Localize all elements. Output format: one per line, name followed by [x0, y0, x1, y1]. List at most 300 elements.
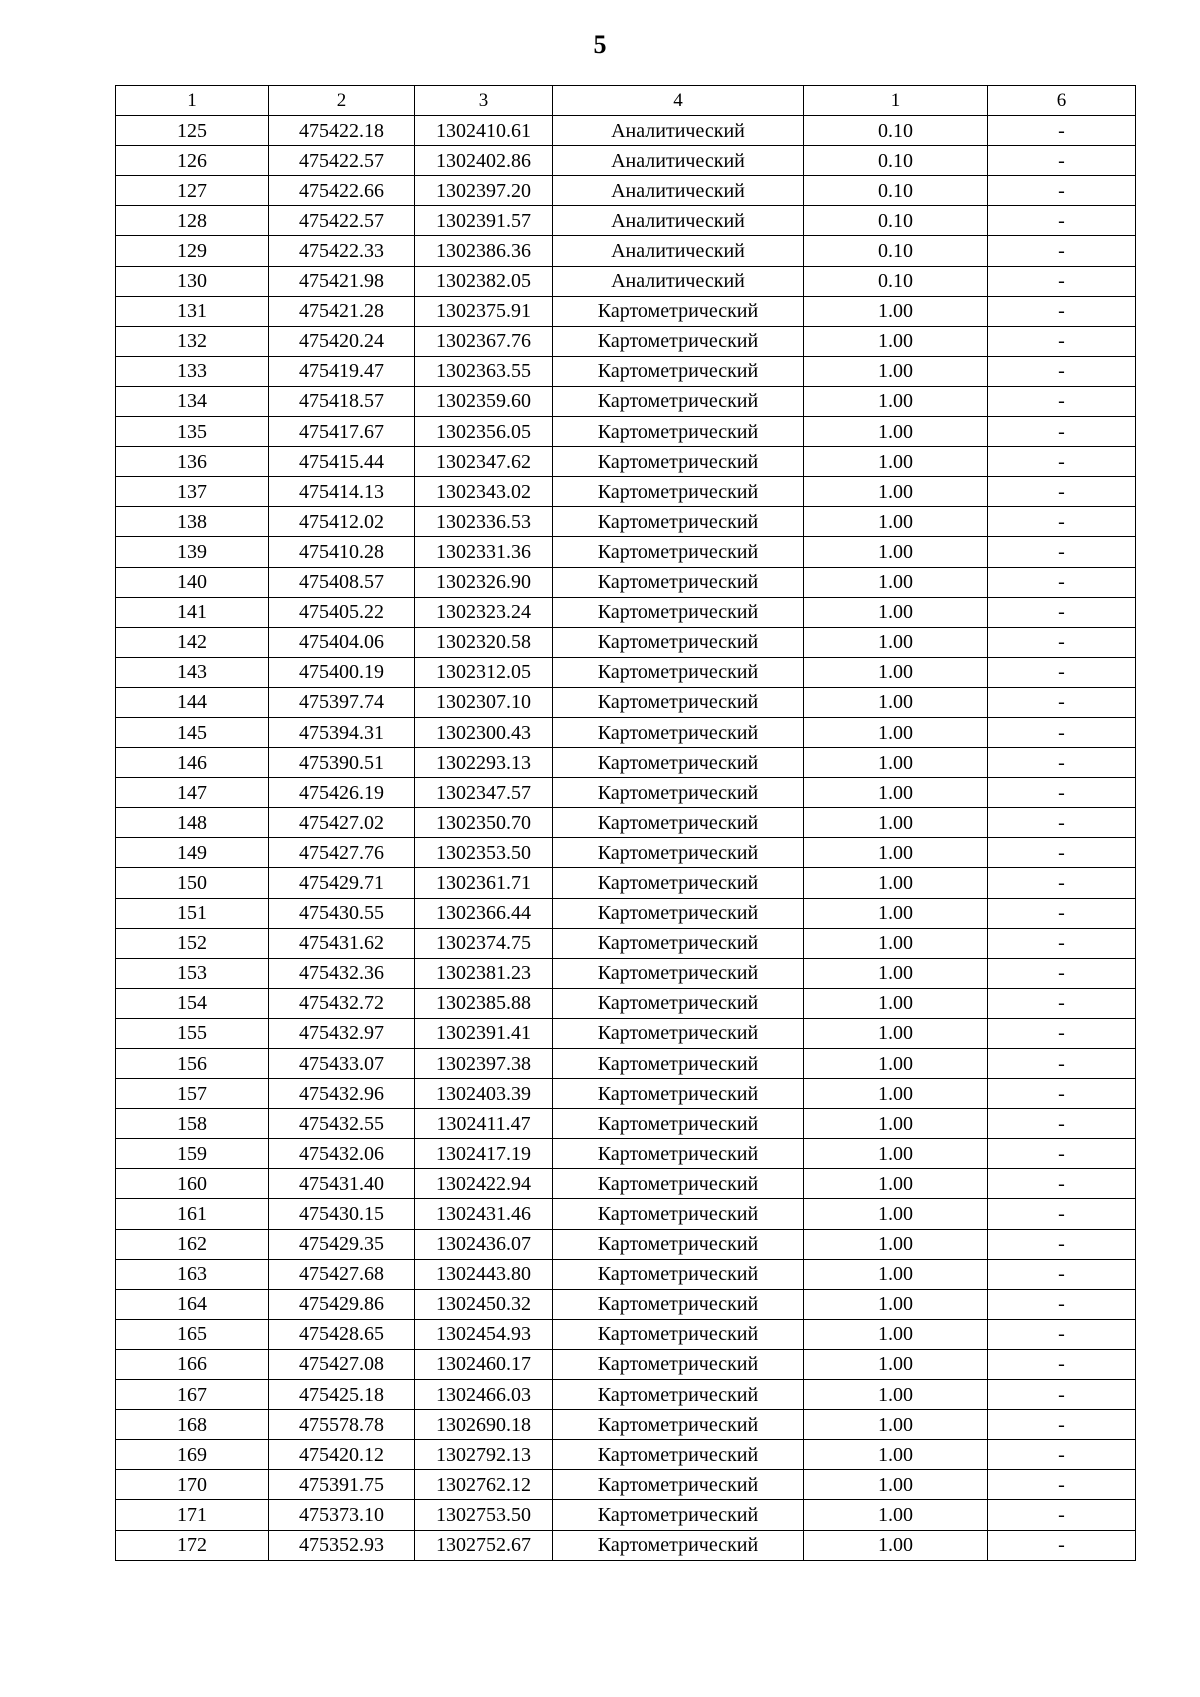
x-coordinate-cell: 475431.62: [269, 928, 415, 958]
method-cell: Картометрический: [553, 597, 804, 627]
accuracy-cell: 1.00: [804, 1470, 988, 1500]
accuracy-cell: 1.00: [804, 1349, 988, 1379]
y-coordinate-cell: 1302391.57: [415, 206, 553, 236]
point-number-cell: 165: [116, 1319, 269, 1349]
table-row: [116, 1139, 1136, 1169]
y-coordinate-cell: 1302417.19: [415, 1139, 553, 1169]
point-number-cell: 131: [116, 296, 269, 326]
point-number-cell: 137: [116, 477, 269, 507]
accuracy-cell: 1.00: [804, 417, 988, 447]
y-coordinate-cell: 1302326.90: [415, 567, 553, 597]
note-cell: -: [988, 958, 1136, 988]
point-number-cell: 132: [116, 326, 269, 356]
x-coordinate-cell: 475432.36: [269, 958, 415, 988]
y-coordinate-cell: 1302366.44: [415, 898, 553, 928]
point-number-cell: 161: [116, 1199, 269, 1229]
note-cell: -: [988, 1199, 1136, 1229]
x-coordinate-cell: 475429.71: [269, 868, 415, 898]
method-cell: Картометрический: [553, 567, 804, 597]
y-coordinate-cell: 1302386.36: [415, 236, 553, 266]
point-number-cell: 140: [116, 567, 269, 597]
point-number-cell: 150: [116, 868, 269, 898]
point-number-cell: 129: [116, 236, 269, 266]
table-row: [116, 1440, 1136, 1470]
x-coordinate-cell: 475373.10: [269, 1500, 415, 1530]
column-header: 6: [988, 86, 1136, 116]
point-number-cell: 142: [116, 627, 269, 657]
x-coordinate-cell: 475427.68: [269, 1259, 415, 1289]
table-body: [116, 116, 1136, 1561]
point-number-cell: 126: [116, 146, 269, 176]
method-cell: Картометрический: [553, 1289, 804, 1319]
method-cell: Картометрический: [553, 1440, 804, 1470]
point-number-cell: 146: [116, 748, 269, 778]
point-number-cell: 159: [116, 1139, 269, 1169]
method-cell: Картометрический: [553, 1500, 804, 1530]
accuracy-cell: 0.10: [804, 266, 988, 296]
note-cell: -: [988, 1109, 1136, 1139]
x-coordinate-cell: 475421.98: [269, 266, 415, 296]
accuracy-cell: 1.00: [804, 748, 988, 778]
point-number-cell: 130: [116, 266, 269, 296]
table-row: [116, 1289, 1136, 1319]
point-number-cell: 157: [116, 1079, 269, 1109]
accuracy-cell: 1.00: [804, 1049, 988, 1079]
note-cell: -: [988, 417, 1136, 447]
point-number-cell: 151: [116, 898, 269, 928]
x-coordinate-cell: 475422.57: [269, 146, 415, 176]
x-coordinate-cell: 475397.74: [269, 687, 415, 717]
method-cell: Картометрический: [553, 417, 804, 447]
accuracy-cell: 1.00: [804, 808, 988, 838]
x-coordinate-cell: 475419.47: [269, 356, 415, 386]
x-coordinate-cell: 475420.12: [269, 1440, 415, 1470]
note-cell: -: [988, 1139, 1136, 1169]
note-cell: -: [988, 447, 1136, 477]
table-row: [116, 1199, 1136, 1229]
table-row: [116, 778, 1136, 808]
accuracy-cell: 1.00: [804, 868, 988, 898]
x-coordinate-cell: 475390.51: [269, 748, 415, 778]
method-cell: Картометрический: [553, 1139, 804, 1169]
table-row: [116, 1169, 1136, 1199]
note-cell: -: [988, 627, 1136, 657]
x-coordinate-cell: 475427.08: [269, 1349, 415, 1379]
x-coordinate-cell: 475432.96: [269, 1079, 415, 1109]
note-cell: -: [988, 1470, 1136, 1500]
y-coordinate-cell: 1302431.46: [415, 1199, 553, 1229]
accuracy-cell: 1.00: [804, 1169, 988, 1199]
accuracy-cell: 1.00: [804, 1139, 988, 1169]
method-cell: Картометрический: [553, 687, 804, 717]
table-row: [116, 417, 1136, 447]
y-coordinate-cell: 1302347.62: [415, 447, 553, 477]
point-number-cell: 139: [116, 537, 269, 567]
note-cell: -: [988, 356, 1136, 386]
y-coordinate-cell: 1302403.39: [415, 1079, 553, 1109]
y-coordinate-cell: 1302450.32: [415, 1289, 553, 1319]
y-coordinate-cell: 1302359.60: [415, 386, 553, 416]
accuracy-cell: 1.00: [804, 597, 988, 627]
point-number-cell: 128: [116, 206, 269, 236]
point-number-cell: 145: [116, 717, 269, 747]
x-coordinate-cell: 475430.55: [269, 898, 415, 928]
point-number-cell: 138: [116, 507, 269, 537]
table-row: [116, 266, 1136, 296]
accuracy-cell: 1.00: [804, 1289, 988, 1319]
accuracy-cell: 1.00: [804, 1500, 988, 1530]
method-cell: Картометрический: [553, 898, 804, 928]
x-coordinate-cell: 475422.33: [269, 236, 415, 266]
method-cell: Картометрический: [553, 537, 804, 567]
x-coordinate-cell: 475414.13: [269, 477, 415, 507]
note-cell: -: [988, 717, 1136, 747]
accuracy-cell: 0.10: [804, 146, 988, 176]
table-row: [116, 116, 1136, 146]
point-number-cell: 133: [116, 356, 269, 386]
accuracy-cell: 1.00: [804, 1199, 988, 1229]
accuracy-cell: 1.00: [804, 1530, 988, 1560]
note-cell: -: [988, 1380, 1136, 1410]
accuracy-cell: 1.00: [804, 567, 988, 597]
point-number-cell: 136: [116, 447, 269, 477]
y-coordinate-cell: 1302293.13: [415, 748, 553, 778]
point-number-cell: 154: [116, 988, 269, 1018]
accuracy-cell: 1.00: [804, 1410, 988, 1440]
point-number-cell: 166: [116, 1349, 269, 1379]
table-row: [116, 296, 1136, 326]
method-cell: Аналитический: [553, 146, 804, 176]
point-number-cell: 143: [116, 657, 269, 687]
point-number-cell: 155: [116, 1018, 269, 1048]
accuracy-cell: 1.00: [804, 838, 988, 868]
table-row: [116, 1109, 1136, 1139]
x-coordinate-cell: 475405.22: [269, 597, 415, 627]
method-cell: Картометрический: [553, 1530, 804, 1560]
y-coordinate-cell: 1302752.67: [415, 1530, 553, 1560]
x-coordinate-cell: 475428.65: [269, 1319, 415, 1349]
note-cell: -: [988, 326, 1136, 356]
accuracy-cell: 0.10: [804, 236, 988, 266]
point-number-cell: 134: [116, 386, 269, 416]
x-coordinate-cell: 475422.66: [269, 176, 415, 206]
column-header: 1: [116, 86, 269, 116]
x-coordinate-cell: 475432.55: [269, 1109, 415, 1139]
accuracy-cell: 1.00: [804, 657, 988, 687]
table-row: [116, 1530, 1136, 1560]
method-cell: Картометрический: [553, 868, 804, 898]
note-cell: -: [988, 116, 1136, 146]
table-row: [116, 1470, 1136, 1500]
method-cell: Картометрический: [553, 748, 804, 778]
table-row: [116, 1380, 1136, 1410]
point-number-cell: 158: [116, 1109, 269, 1139]
accuracy-cell: 1.00: [804, 1109, 988, 1139]
y-coordinate-cell: 1302353.50: [415, 838, 553, 868]
method-cell: Картометрический: [553, 507, 804, 537]
table-row: [116, 1259, 1136, 1289]
note-cell: -: [988, 567, 1136, 597]
accuracy-cell: 1.00: [804, 687, 988, 717]
method-cell: Картометрический: [553, 326, 804, 356]
method-cell: Картометрический: [553, 447, 804, 477]
point-number-cell: 135: [116, 417, 269, 447]
accuracy-cell: 1.00: [804, 717, 988, 747]
table-row: [116, 1349, 1136, 1379]
point-number-cell: 148: [116, 808, 269, 838]
table-row: [116, 717, 1136, 747]
y-coordinate-cell: 1302753.50: [415, 1500, 553, 1530]
method-cell: Картометрический: [553, 1259, 804, 1289]
x-coordinate-cell: 475425.18: [269, 1380, 415, 1410]
note-cell: -: [988, 657, 1136, 687]
y-coordinate-cell: 1302356.05: [415, 417, 553, 447]
x-coordinate-cell: 475427.76: [269, 838, 415, 868]
accuracy-cell: 1.00: [804, 1259, 988, 1289]
table-row: [116, 958, 1136, 988]
y-coordinate-cell: 1302300.43: [415, 717, 553, 747]
point-number-cell: 169: [116, 1440, 269, 1470]
table-row: [116, 567, 1136, 597]
y-coordinate-cell: 1302336.53: [415, 507, 553, 537]
accuracy-cell: 1.00: [804, 1440, 988, 1470]
note-cell: -: [988, 296, 1136, 326]
method-cell: Картометрический: [553, 657, 804, 687]
x-coordinate-cell: 475391.75: [269, 1470, 415, 1500]
note-cell: -: [988, 597, 1136, 627]
table-row: [116, 326, 1136, 356]
x-coordinate-cell: 475422.57: [269, 206, 415, 236]
table-row: [116, 236, 1136, 266]
method-cell: Аналитический: [553, 236, 804, 266]
table-row: [116, 627, 1136, 657]
method-cell: Картометрический: [553, 958, 804, 988]
table-row: [116, 898, 1136, 928]
y-coordinate-cell: 1302312.05: [415, 657, 553, 687]
note-cell: -: [988, 206, 1136, 236]
method-cell: Картометрический: [553, 627, 804, 657]
note-cell: -: [988, 1018, 1136, 1048]
table-row: [116, 1500, 1136, 1530]
point-number-cell: 156: [116, 1049, 269, 1079]
method-cell: Картометрический: [553, 1199, 804, 1229]
point-number-cell: 170: [116, 1470, 269, 1500]
note-cell: -: [988, 1049, 1136, 1079]
y-coordinate-cell: 1302374.75: [415, 928, 553, 958]
y-coordinate-cell: 1302320.58: [415, 627, 553, 657]
method-cell: Картометрический: [553, 386, 804, 416]
method-cell: Картометрический: [553, 1380, 804, 1410]
y-coordinate-cell: 1302762.12: [415, 1470, 553, 1500]
table-row: [116, 1079, 1136, 1109]
method-cell: Картометрический: [553, 1049, 804, 1079]
x-coordinate-cell: 475410.28: [269, 537, 415, 567]
x-coordinate-cell: 475404.06: [269, 627, 415, 657]
accuracy-cell: 1.00: [804, 1079, 988, 1109]
note-cell: -: [988, 838, 1136, 868]
column-header: 2: [269, 86, 415, 116]
accuracy-cell: 1.00: [804, 988, 988, 1018]
note-cell: -: [988, 1079, 1136, 1109]
point-number-cell: 125: [116, 116, 269, 146]
point-number-cell: 172: [116, 1530, 269, 1560]
page-number: 5: [593, 30, 607, 59]
table-row: [116, 206, 1136, 236]
x-coordinate-cell: 475427.02: [269, 808, 415, 838]
y-coordinate-cell: 1302466.03: [415, 1380, 553, 1410]
method-cell: Картометрический: [553, 1109, 804, 1139]
method-cell: Картометрический: [553, 988, 804, 1018]
y-coordinate-cell: 1302350.70: [415, 808, 553, 838]
note-cell: -: [988, 266, 1136, 296]
method-cell: Картометрический: [553, 1018, 804, 1048]
x-coordinate-cell: 475420.24: [269, 326, 415, 356]
table-row: [116, 657, 1136, 687]
method-cell: Аналитический: [553, 206, 804, 236]
y-coordinate-cell: 1302347.57: [415, 778, 553, 808]
x-coordinate-cell: 475408.57: [269, 567, 415, 597]
note-cell: -: [988, 236, 1136, 266]
y-coordinate-cell: 1302385.88: [415, 988, 553, 1018]
method-cell: Картометрический: [553, 808, 804, 838]
method-cell: Картометрический: [553, 1169, 804, 1199]
table-row: [116, 146, 1136, 176]
y-coordinate-cell: 1302381.23: [415, 958, 553, 988]
accuracy-cell: 1.00: [804, 958, 988, 988]
method-cell: Картометрический: [553, 356, 804, 386]
note-cell: -: [988, 1440, 1136, 1470]
note-cell: -: [988, 748, 1136, 778]
accuracy-cell: 0.10: [804, 176, 988, 206]
point-number-cell: 149: [116, 838, 269, 868]
x-coordinate-cell: 475426.19: [269, 778, 415, 808]
note-cell: -: [988, 477, 1136, 507]
method-cell: Картометрический: [553, 477, 804, 507]
y-coordinate-cell: 1302343.02: [415, 477, 553, 507]
y-coordinate-cell: 1302331.36: [415, 537, 553, 567]
table-row: [116, 1049, 1136, 1079]
table-header-row: [116, 86, 1136, 116]
note-cell: -: [988, 507, 1136, 537]
table-row: [116, 868, 1136, 898]
method-cell: Аналитический: [553, 266, 804, 296]
note-cell: -: [988, 687, 1136, 717]
note-cell: -: [988, 386, 1136, 416]
note-cell: -: [988, 898, 1136, 928]
note-cell: -: [988, 1500, 1136, 1530]
x-coordinate-cell: 475400.19: [269, 657, 415, 687]
y-coordinate-cell: 1302411.47: [415, 1109, 553, 1139]
y-coordinate-cell: 1302397.38: [415, 1049, 553, 1079]
column-header: 4: [553, 86, 804, 116]
y-coordinate-cell: 1302402.86: [415, 146, 553, 176]
x-coordinate-cell: 475429.35: [269, 1229, 415, 1259]
table-row: [116, 356, 1136, 386]
accuracy-cell: 1.00: [804, 898, 988, 928]
x-coordinate-cell: 475431.40: [269, 1169, 415, 1199]
method-cell: Картометрический: [553, 838, 804, 868]
y-coordinate-cell: 1302323.24: [415, 597, 553, 627]
y-coordinate-cell: 1302391.41: [415, 1018, 553, 1048]
table-row: [116, 1319, 1136, 1349]
note-cell: -: [988, 1229, 1136, 1259]
y-coordinate-cell: 1302307.10: [415, 687, 553, 717]
note-cell: -: [988, 1410, 1136, 1440]
method-cell: Картометрический: [553, 928, 804, 958]
table-row: [116, 1410, 1136, 1440]
table-row: [116, 537, 1136, 567]
table-row: [116, 838, 1136, 868]
point-number-cell: 163: [116, 1259, 269, 1289]
method-cell: Картометрический: [553, 1349, 804, 1379]
table-row: [116, 808, 1136, 838]
y-coordinate-cell: 1302436.07: [415, 1229, 553, 1259]
x-coordinate-cell: 475578.78: [269, 1410, 415, 1440]
note-cell: -: [988, 868, 1136, 898]
y-coordinate-cell: 1302460.17: [415, 1349, 553, 1379]
table-row: [116, 928, 1136, 958]
method-cell: Картометрический: [553, 296, 804, 326]
x-coordinate-cell: 475415.44: [269, 447, 415, 477]
x-coordinate-cell: 475432.06: [269, 1139, 415, 1169]
table-row: [116, 1229, 1136, 1259]
note-cell: -: [988, 778, 1136, 808]
coordinates-table: [115, 85, 1136, 1561]
point-number-cell: 127: [116, 176, 269, 206]
note-cell: -: [988, 146, 1136, 176]
method-cell: Картометрический: [553, 1319, 804, 1349]
accuracy-cell: 1.00: [804, 356, 988, 386]
accuracy-cell: 0.10: [804, 206, 988, 236]
accuracy-cell: 1.00: [804, 537, 988, 567]
x-coordinate-cell: 475352.93: [269, 1530, 415, 1560]
y-coordinate-cell: 1302382.05: [415, 266, 553, 296]
y-coordinate-cell: 1302367.76: [415, 326, 553, 356]
note-cell: -: [988, 1169, 1136, 1199]
x-coordinate-cell: 475394.31: [269, 717, 415, 747]
x-coordinate-cell: 475412.02: [269, 507, 415, 537]
y-coordinate-cell: 1302397.20: [415, 176, 553, 206]
x-coordinate-cell: 475422.18: [269, 116, 415, 146]
accuracy-cell: 1.00: [804, 507, 988, 537]
point-number-cell: 162: [116, 1229, 269, 1259]
y-coordinate-cell: 1302410.61: [415, 116, 553, 146]
x-coordinate-cell: 475417.67: [269, 417, 415, 447]
accuracy-cell: 1.00: [804, 477, 988, 507]
note-cell: -: [988, 1530, 1136, 1560]
table-row: [116, 988, 1136, 1018]
column-header: 1: [804, 86, 988, 116]
table-row: [116, 507, 1136, 537]
point-number-cell: 167: [116, 1380, 269, 1410]
x-coordinate-cell: 475429.86: [269, 1289, 415, 1319]
point-number-cell: 168: [116, 1410, 269, 1440]
accuracy-cell: 1.00: [804, 1229, 988, 1259]
accuracy-cell: 1.00: [804, 386, 988, 416]
table-row: [116, 687, 1136, 717]
y-coordinate-cell: 1302422.94: [415, 1169, 553, 1199]
note-cell: -: [988, 988, 1136, 1018]
accuracy-cell: 1.00: [804, 928, 988, 958]
method-cell: Картометрический: [553, 778, 804, 808]
note-cell: -: [988, 1259, 1136, 1289]
method-cell: Аналитический: [553, 176, 804, 206]
point-number-cell: 171: [116, 1500, 269, 1530]
table-row: [116, 477, 1136, 507]
accuracy-cell: 1.00: [804, 1018, 988, 1048]
note-cell: -: [988, 176, 1136, 206]
method-cell: Аналитический: [553, 116, 804, 146]
